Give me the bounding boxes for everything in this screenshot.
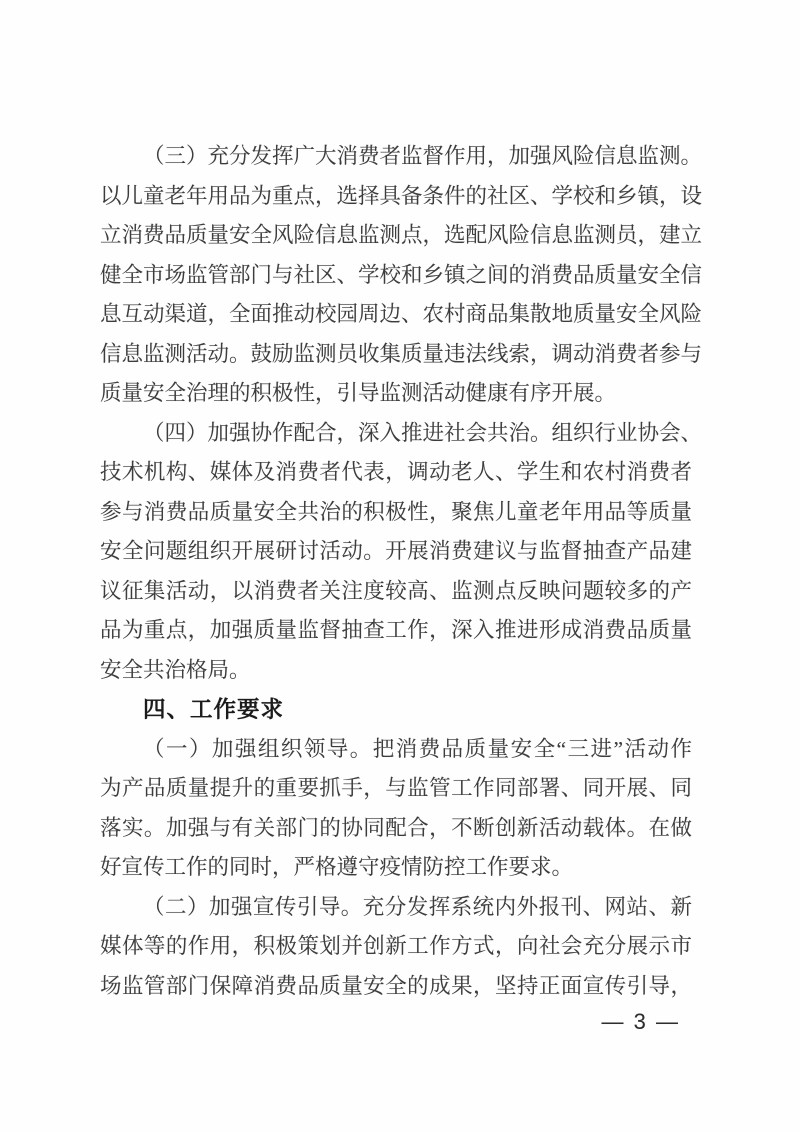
text-line: 场监管部门保障消费品质量安全的成果，坚持正面宣传引导， (100, 973, 692, 998)
text-line: （一）加强组织领导。把消费品质量安全“三进”活动作 (143, 736, 692, 761)
text-line: 议征集活动，以消费者关注度较高、监测点反映问题较多的产 (100, 578, 692, 603)
text-line: 品为重点，加强质量监督抽查工作，深入推进形成消费品质量 (100, 618, 692, 642)
text-line: 健全市场监管部门与社区、学校和乡镇之间的消费品质量安全信 (100, 262, 703, 287)
text-line: 以儿童老年用品为重点，选择具备条件的社区、学校和乡镇，设 (100, 183, 703, 208)
text-line: 技术机构、媒体及消费者代表，调动老人、学生和农村消费者 (100, 460, 692, 484)
text-line: 落实。加强与有关部门的协同配合，不断创新活动载体。在做 (100, 815, 692, 840)
text-line: 媒体等的作用，积极策划并创新工作方式，向社会充分展示市 (100, 934, 692, 958)
text-line: 安全问题组织开展研讨活动。开展消费建议与监督抽查产品建 (100, 539, 692, 563)
text-line: 信息监测活动。鼓励监测员收集质量违法线索，调动消费者参与 (100, 341, 703, 366)
section-heading: 四、工作要求 (143, 697, 285, 722)
text-line: 质量安全治理的积极性，引导监测活动健康有序开展。 (100, 381, 617, 405)
document-lines (100, 137, 703, 1006)
text-line: 为产品质量提升的重要抓手，与监管工作同部署、同开展、同 (100, 776, 692, 800)
text-line: 好宣传工作的同时，严格遵守疫情防控工作要求。 (100, 855, 574, 879)
text-line: （二）加强宣传引导。充分发挥系统内外报刊、网站、新 (143, 894, 692, 919)
text-line: 参与消费品质量安全共治的积极性，聚焦儿童老年用品等质量 (100, 499, 692, 524)
text-line: 立消费品质量安全风险信息监测点，选配风险信息监测员，建立 (100, 223, 703, 247)
text-line: 息互动渠道，全面推动校园周边、农村商品集散地质量安全风险 (100, 302, 703, 326)
page-number: — 3 — (601, 1009, 680, 1034)
text-line: 安全共治格局。 (100, 657, 251, 682)
text-line: （四）加强协作配合，深入推进社会共治。组织行业协会、 (143, 420, 703, 445)
text-line: （三）充分发挥广大消费者监督作用，加强风险信息监测。 (143, 144, 703, 168)
